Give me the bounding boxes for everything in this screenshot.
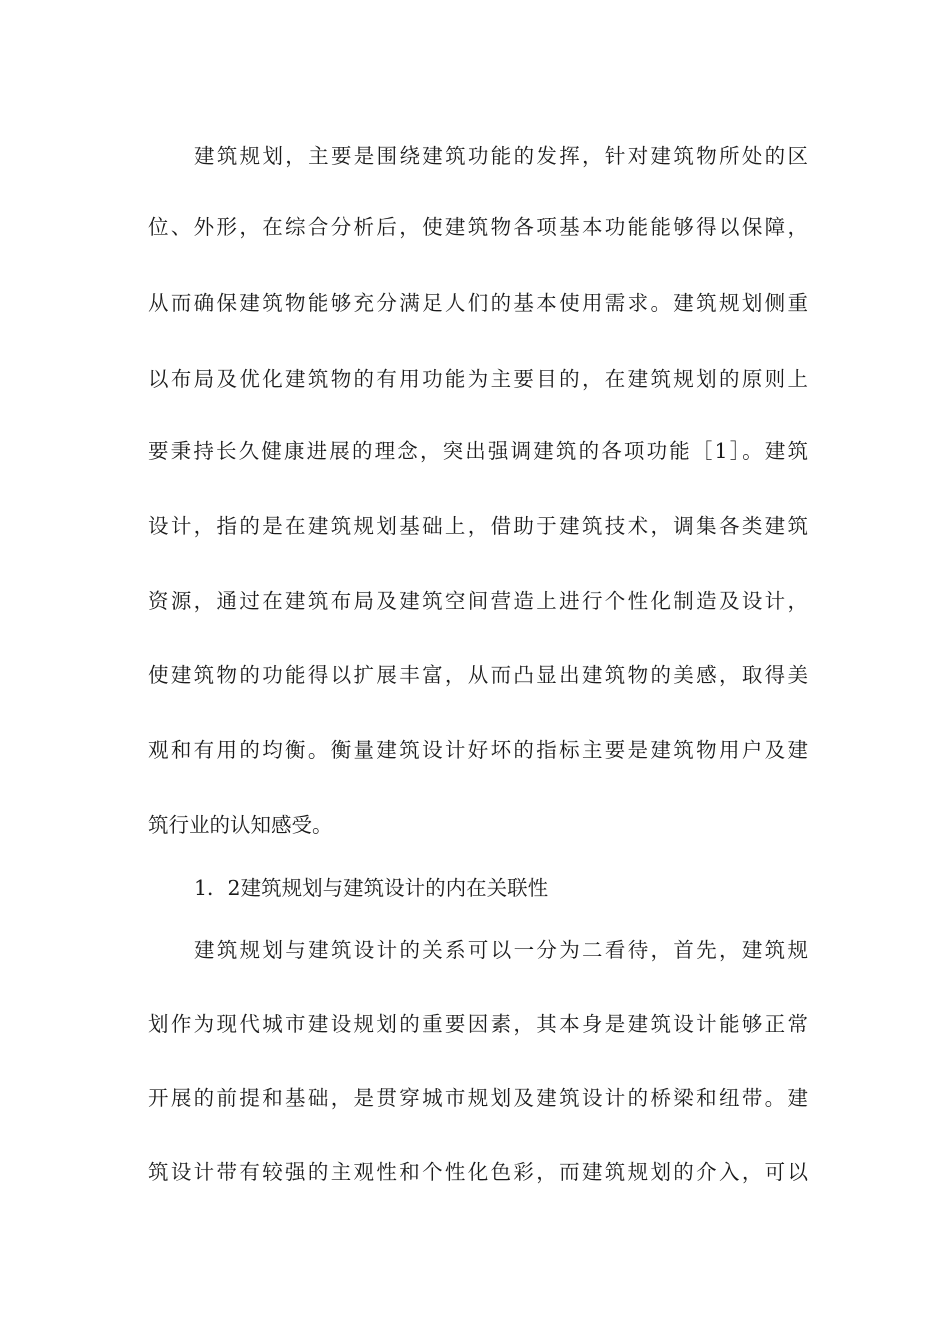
- paragraph-1-line-9: 观和有用的均衡。衡量建筑设计好坏的指标主要是建筑物用户及建: [148, 738, 808, 762]
- section-heading: 1．2建筑规划与建筑设计的内在关联性: [194, 876, 549, 900]
- paragraph-2-line-4: 筑设计带有较强的主观性和个性化色彩，而建筑规划的介入，可以: [148, 1160, 808, 1184]
- paragraph-1-line-6: 设计，指的是在建筑规划基础上，借助于建筑技术，调集各类建筑: [148, 514, 808, 538]
- paragraph-2-line-1: 建筑规划与建筑设计的关系可以一分为二看待，首先，建筑规: [194, 938, 808, 962]
- paragraph-1-line-2: 位、外形，在综合分析后，使建筑物各项基本功能能够得以保障，: [148, 215, 808, 239]
- paragraph-1-line-1: 建筑规划，主要是围绕建筑功能的发挥，针对建筑物所处的区: [194, 144, 808, 168]
- paragraph-1-line-10: 筑行业的认知感受。: [148, 813, 333, 837]
- paragraph-2-line-2: 划作为现代城市建设规划的重要因素，其本身是建筑设计能够正常: [148, 1012, 808, 1036]
- paragraph-1-line-3: 从而确保建筑物能够充分满足人们的基本使用需求。建筑规划侧重: [148, 291, 808, 315]
- paragraph-1-line-7: 资源，通过在建筑布局及建筑空间营造上进行个性化制造及设计，: [148, 589, 808, 613]
- paragraph-1-line-4: 以布局及优化建筑物的有用功能为主要目的，在建筑规划的原则上: [148, 367, 808, 391]
- paragraph-2-line-3: 开展的前提和基础，是贯穿城市规划及建筑设计的桥梁和纽带。建: [148, 1086, 808, 1110]
- paragraph-1-line-8: 使建筑物的功能得以扩展丰富，从而凸显出建筑物的美感，取得美: [148, 663, 808, 687]
- paragraph-1-line-5: 要秉持长久健康进展的理念，突出强调建筑的各项功能［1］。建筑: [148, 439, 808, 463]
